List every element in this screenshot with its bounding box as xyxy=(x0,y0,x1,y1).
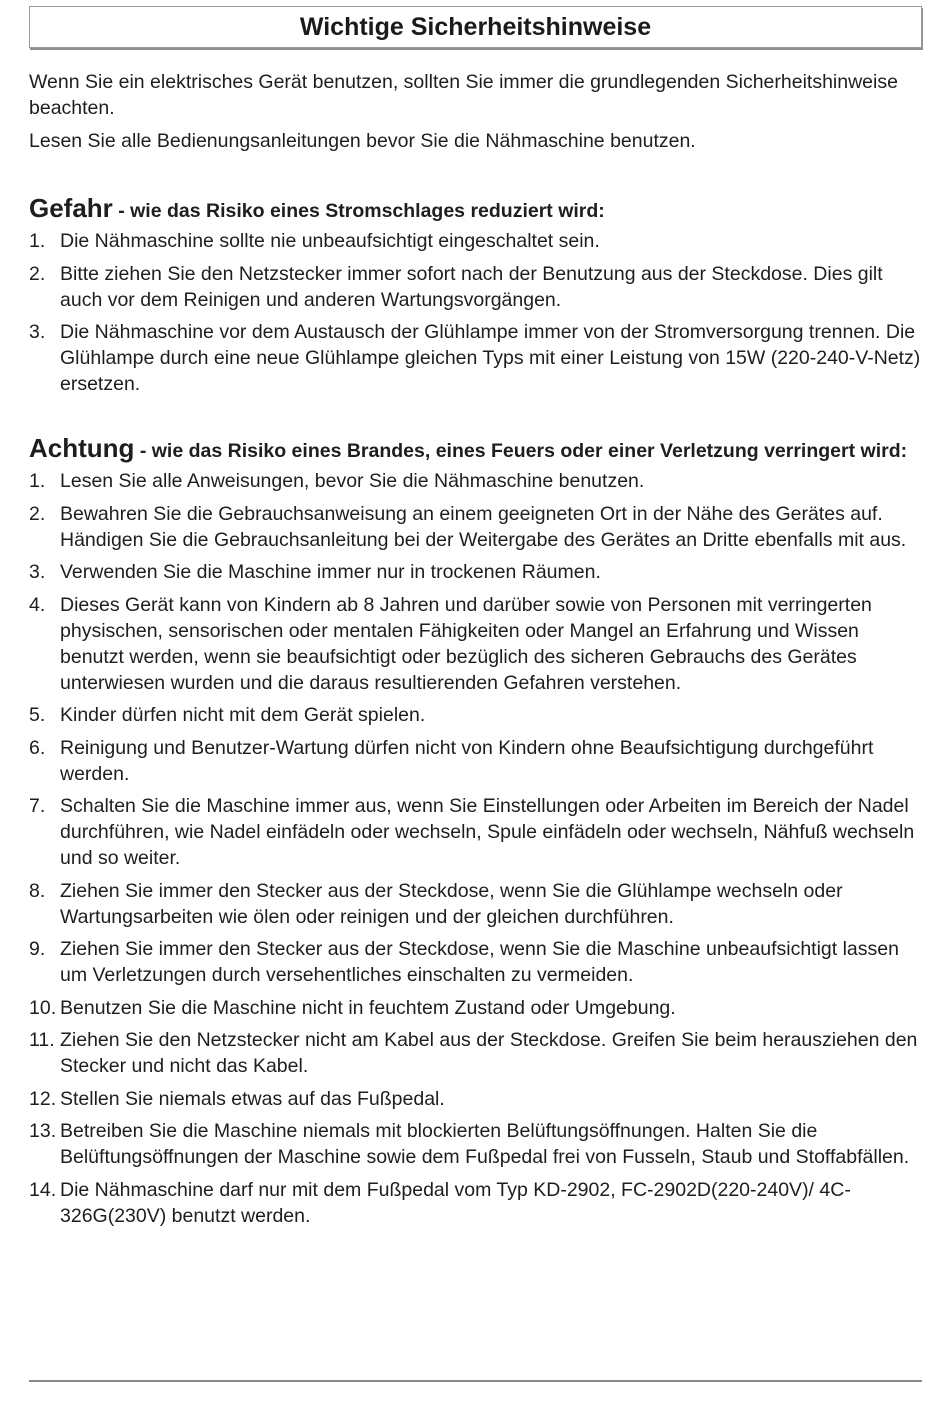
list-item xyxy=(29,1086,922,1112)
list-item-text: Stellen Sie niemals etwas auf das Fußpedal. xyxy=(60,1087,445,1110)
intro-paragraph: Wenn Sie ein elektrisches Gerät benutzen, sollten Sie immer die grundlegenden Sicherheitshinweise beachten. xyxy=(29,71,898,119)
list-item-number: 9. xyxy=(29,938,46,960)
list-item xyxy=(29,592,922,696)
list-item-number: 1. xyxy=(29,470,46,492)
list-item-text: Dieses Gerät kann von Kindern ab 8 Jahren und darüber sowie von Personen mit verringerten physischen, sensorischen oder mentalen Fähigkeiten oder Mangel an Erfahrung und Wissen benutzt werden, wenn sie beaufsichtigt oder bezüglich des sicheren Gebrauchs des Gerätes unterwiesen wurden und die daraus resultierenden Gefahren verstehen. xyxy=(60,593,872,694)
list-item xyxy=(29,319,922,397)
gefahr-list xyxy=(29,228,922,397)
list-item xyxy=(29,793,922,871)
gefahr-subtitle: - wie das Risiko eines Stromschlages reduziert wird: xyxy=(112,200,605,222)
list-item-text: Ziehen Sie immer den Stecker aus der Steckdose, wenn Sie die Glühlampe wechseln oder Wartungsarbeiten wie ölen oder reinigen und der gleichen durchführen. xyxy=(60,879,843,928)
list-item-text: Ziehen Sie den Netzstecker nicht am Kabel aus der Steckdose. Greifen Sie beim herausziehen den Stecker und nicht das Kabel. xyxy=(60,1029,918,1077)
list-item xyxy=(29,936,922,988)
achtung-list xyxy=(29,468,922,1229)
list-item-text: Bitte ziehen Sie den Netzstecker immer sofort nach der Benutzung aus der Steckdose. Dies gilt auch vor dem Reinigen und anderen Wartungsvorgängen. xyxy=(60,262,883,311)
list-item-text: Betreiben Sie die Maschine niemals mit blockierten Belüftungsöffnungen. Halten Sie die Belüftungsöffnungen der Maschine sowie dem Fußpedal frei von Fusseln, Staub und Stoffabfällen. xyxy=(60,1120,910,1168)
list-item-number: 5. xyxy=(29,704,46,726)
list-item xyxy=(29,1027,922,1079)
intro-paragraph: Lesen Sie alle Bedienungsanleitungen bevor Sie die Nähmaschine benutzen. xyxy=(29,130,696,152)
list-item-number: 1. xyxy=(29,230,46,252)
list-item-number: 2. xyxy=(29,502,46,525)
list-item xyxy=(29,261,922,313)
list-item-text: Benutzen Sie die Maschine nicht in feuchtem Zustand oder Umgebung. xyxy=(60,996,676,1019)
list-item-number: 4. xyxy=(29,593,46,616)
list-item-number: 2. xyxy=(29,262,46,285)
list-item xyxy=(29,702,922,728)
list-item-text: Verwenden Sie die Maschine immer nur in trockenen Räumen. xyxy=(60,561,601,583)
list-item-text: Reinigung und Benutzer-Wartung dürfen nicht von Kindern ohne Beaufsichtigung durchgeführt werden. xyxy=(60,736,874,785)
list-item-text: Lesen Sie alle Anweisungen, bevor Sie die Nähmaschine benutzen. xyxy=(60,470,645,492)
achtung-title: Achtung xyxy=(29,433,135,463)
list-item-text: Die Nähmaschine sollte nie unbeaufsichtigt eingeschaltet sein. xyxy=(60,230,600,252)
gefahr-heading xyxy=(29,195,922,224)
list-item-number: 3. xyxy=(29,321,46,343)
list-item-number: 13. xyxy=(29,1120,57,1142)
list-item-text: Kinder dürfen nicht mit dem Gerät spielen. xyxy=(60,704,426,726)
list-item-text: Ziehen Sie immer den Stecker aus der Steckdose, wenn Sie die Maschine unbeaufsichtigt lassen um Verletzungen durch versehentliches einschalten zu vermeiden. xyxy=(60,938,899,986)
achtung-heading xyxy=(29,435,922,464)
list-item xyxy=(29,1118,922,1170)
list-item-text: Die Nähmaschine darf nur mit dem Fußpedal vom Typ KD-2902, FC-2902D(220-240V)/ 4C-326G(230V) benutzt werden. xyxy=(60,1178,851,1227)
list-item xyxy=(29,995,922,1021)
list-item-number: 3. xyxy=(29,561,46,583)
list-item-text: Schalten Sie die Maschine immer aus, wenn Sie Einstellungen oder Arbeiten im Bereich der Nadel durchführen, wie Nadel einfädeln oder wechseln, Spule einfädeln oder wechseln, Nähfuß wechseln und so weiter. xyxy=(60,795,915,869)
page-title xyxy=(29,6,922,48)
list-item-number: 8. xyxy=(29,879,46,902)
page-title-text: Wichtige Sicherheitshinweise xyxy=(299,12,652,41)
list-item-number: 6. xyxy=(29,736,46,759)
list-item-number: 7. xyxy=(29,795,46,817)
list-item xyxy=(29,735,922,787)
list-item-number: 11. xyxy=(29,1029,55,1051)
safety-page xyxy=(29,6,922,1235)
list-item xyxy=(29,878,922,930)
bottom-divider xyxy=(29,1380,922,1382)
list-item-number: 12. xyxy=(29,1087,57,1110)
intro-section xyxy=(29,69,922,154)
list-item xyxy=(29,559,922,585)
list-item-number: 10. xyxy=(29,996,57,1019)
list-item xyxy=(29,1177,922,1229)
gefahr-title: Gefahr xyxy=(29,193,113,223)
achtung-subtitle: - wie das Risiko eines Brandes, eines Feuers oder einer Verletzung verringert wird: xyxy=(134,440,908,462)
list-item-text: Bewahren Sie die Gebrauchsanweisung an einem geeigneten Ort in der Nähe des Gerätes auf. Händigen Sie die Gebrauchsanleitung bei der Weitergabe des Gerätes an Dritte ebenfalls mit aus. xyxy=(60,502,907,551)
list-item xyxy=(29,501,922,553)
list-item-number: 14. xyxy=(29,1178,57,1201)
list-item-text: Die Nähmaschine vor dem Austausch der Glühlampe immer von der Stromversorgung trennen. Die Glühlampe durch eine neue Glühlampe gleichen Typs mit einer Leistung von 15W (220-240-V-Netz) ersetzen. xyxy=(60,321,921,395)
list-item xyxy=(29,228,922,254)
list-item xyxy=(29,468,922,494)
